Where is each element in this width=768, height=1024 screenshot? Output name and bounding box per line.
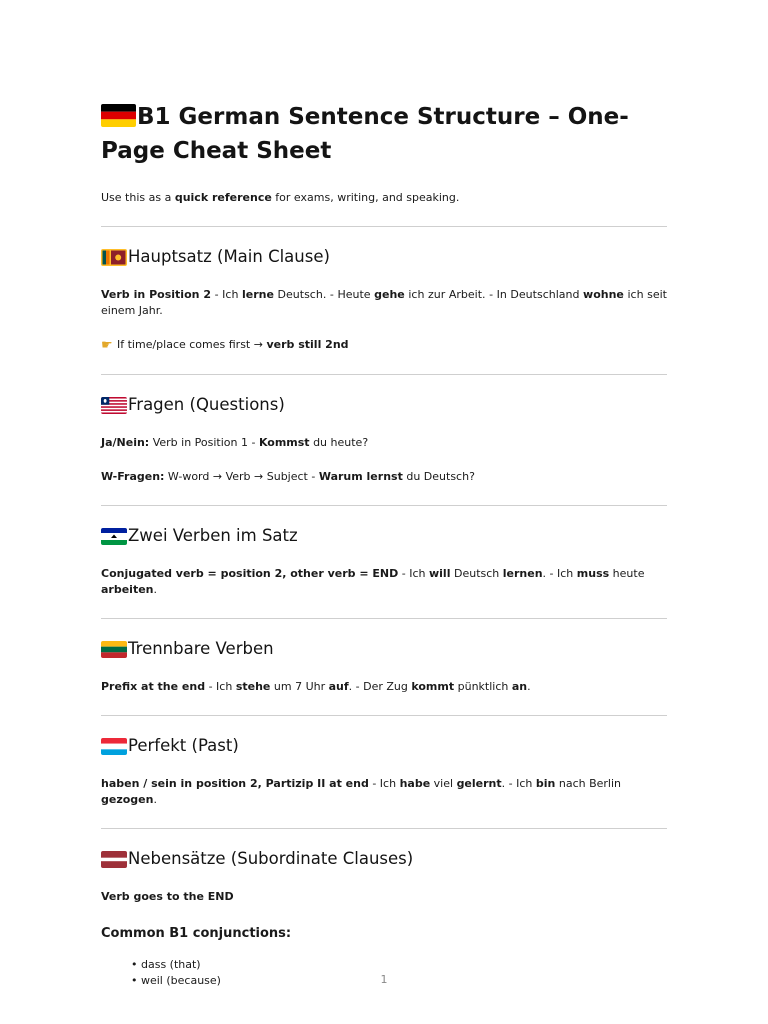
divider xyxy=(101,505,667,506)
section-heading-fragen: Fragen (Questions) xyxy=(101,393,667,417)
lesotho-flag-icon xyxy=(101,528,127,545)
section-heading-zwei-verben: Zwei Verben im Satz xyxy=(101,524,667,548)
pointing-hand-icon: ☛ xyxy=(101,338,113,353)
trennbare-verben-text: Prefix at the end - Ich stehe um 7 Uhr auf. - Der Zug kommt pünktlich an. xyxy=(101,680,531,693)
section-heading-perfekt: Perfekt (Past) xyxy=(101,734,667,758)
page-title-text: B1 German Sentence Structure – One-Page Cheat Sheet xyxy=(101,104,629,164)
germany-flag-icon xyxy=(101,104,136,127)
liberia-flag-icon xyxy=(101,397,127,414)
divider xyxy=(101,715,667,716)
conjunctions-subheading: Common B1 conjunctions: xyxy=(101,926,292,941)
section-heading-trennbare-verben: Trennbare Verben xyxy=(101,637,667,661)
intro-text: Use this as a quick reference for exams, writing, and speaking. xyxy=(101,191,460,204)
section-heading-nebensaetze: Nebensätze (Subordinate Clauses) xyxy=(101,847,667,871)
sri-lanka-flag-icon xyxy=(101,249,127,266)
divider xyxy=(101,226,667,227)
zwei-verben-text: Conjugated verb = position 2, other verb = END - Ich will Deutsch lernen. - Ich muss heute arbeiten. xyxy=(101,567,645,596)
divider xyxy=(101,828,667,829)
fragen-w-fragen: W-Fragen: W-word → Verb → Subject - Warum lernst du Deutsch? xyxy=(101,470,475,483)
nebensaetze-text: Verb goes to the END xyxy=(101,890,234,903)
divider xyxy=(101,618,667,619)
section-heading-hauptsatz: Hauptsatz (Main Clause) xyxy=(101,245,667,269)
document-page xyxy=(101,100,667,989)
luxembourg-flag-icon xyxy=(101,738,127,755)
hauptsatz-tip: ☛ If time/place comes first → verb still 2nd xyxy=(101,338,349,353)
page-title xyxy=(101,100,667,168)
hauptsatz-text: Verb in Position 2 - Ich lerne Deutsch. - Heute gehe ich zur Arbeit. - In Deutschland wohne ich seit einem Jahr. xyxy=(101,288,667,317)
list-item: • dass (that) xyxy=(131,958,201,971)
page-number: 1 xyxy=(380,973,388,986)
lithuania-flag-icon xyxy=(101,641,127,658)
list-item: • weil (because) xyxy=(131,974,221,987)
divider xyxy=(101,374,667,375)
perfekt-text: haben / sein in position 2, Partizip II at end - Ich habe viel gelernt. - Ich bin nach Berlin gezogen. xyxy=(101,777,622,806)
latvia-flag-icon xyxy=(101,851,127,868)
fragen-ja-nein: Ja/Nein: Verb in Position 1 - Kommst du heute? xyxy=(101,436,369,449)
